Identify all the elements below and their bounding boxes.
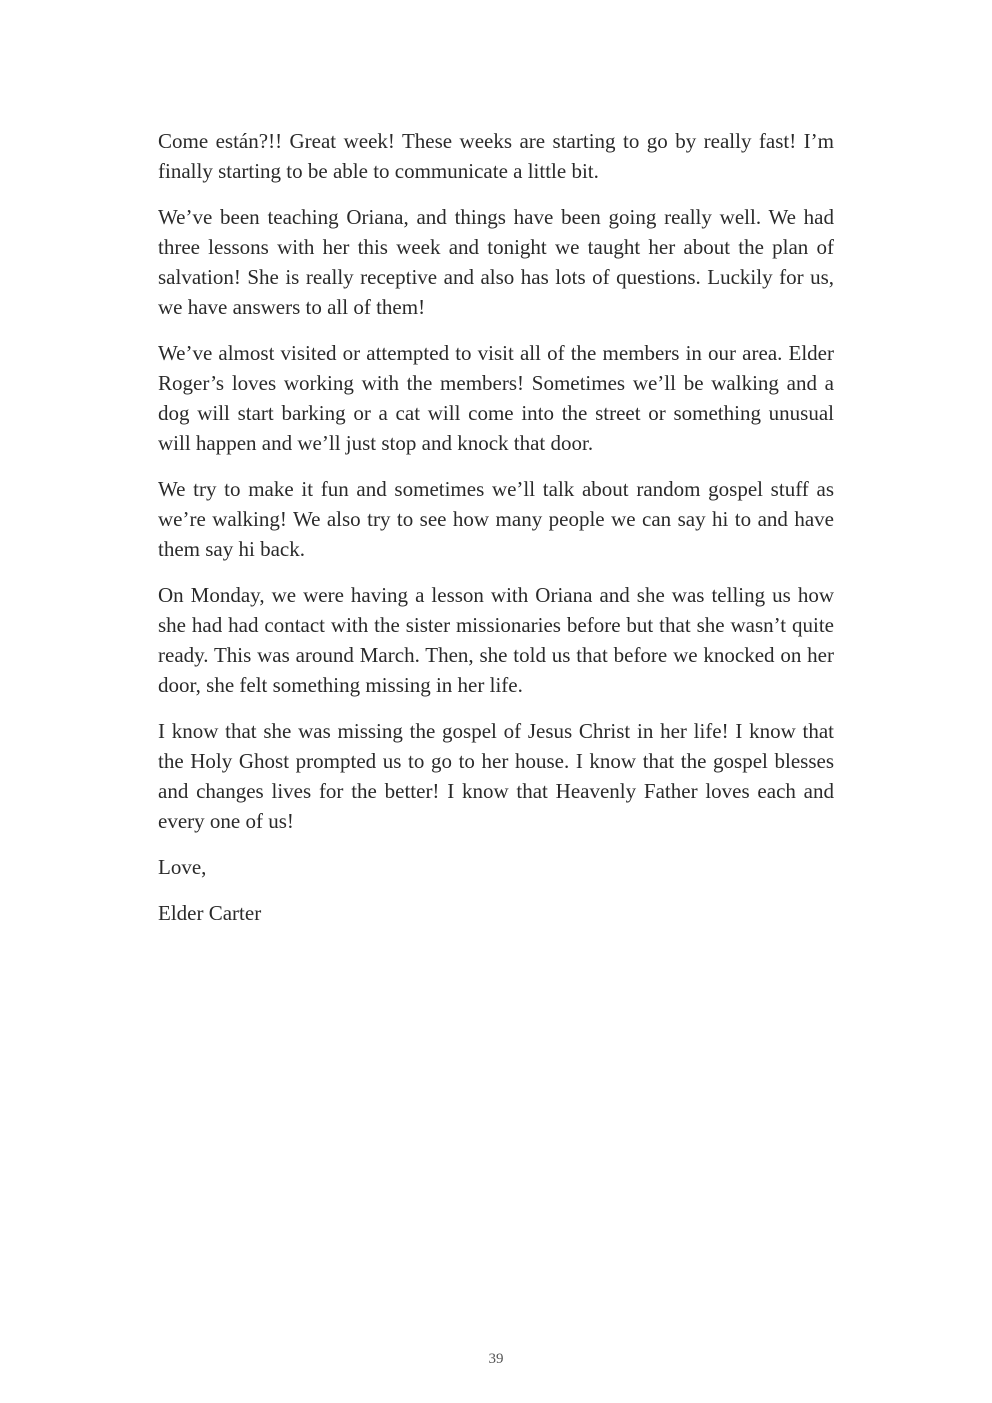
closing-line: Love, xyxy=(158,855,207,879)
page-number: 39 xyxy=(488,1351,504,1367)
paragraph-teaching-oriana: We’ve been teaching Oriana, and things have been going really well. We had three lessons with her this week and tonight we taught her about the plan of salvation! She is really receptive and also has lots of questions. Luckily for us, we have answers to all of them! xyxy=(158,205,834,319)
paragraph-making-it-fun: We try to make it fun and sometimes we’ll talk about random gospel stuff as we’re walking! We also try to see how many people we can say hi to and have them say hi back. xyxy=(158,477,834,561)
paragraph-greeting: Come están?!! Great week! These weeks are starting to go by really fast! I’m finally starting to be able to communicate a little bit. xyxy=(158,129,834,183)
letter-body xyxy=(158,126,834,944)
paragraph-monday-lesson: On Monday, we were having a lesson with Oriana and she was telling us how she had had contact with the sister missionaries before but that she wasn’t quite ready. This was around March. Then, she told us that before we knocked on her door, she felt something missing in her life. xyxy=(158,583,834,697)
signature: Elder Carter xyxy=(158,901,262,925)
paragraph-visiting-members: We’ve almost visited or attempted to visit all of the members in our area. Elder Roger’s loves working with the members! Sometimes we’ll be walking and a dog will start barking or a cat will come into the street or something unusual will happen and we’ll just stop and knock that door. xyxy=(158,341,834,455)
paragraph-testimony: I know that she was missing the gospel of Jesus Christ in her life! I know that the Holy Ghost prompted us to go to her house. I know that the gospel blesses and changes lives for the better! I know that Heavenly Father loves each and every one of us! xyxy=(158,719,834,833)
